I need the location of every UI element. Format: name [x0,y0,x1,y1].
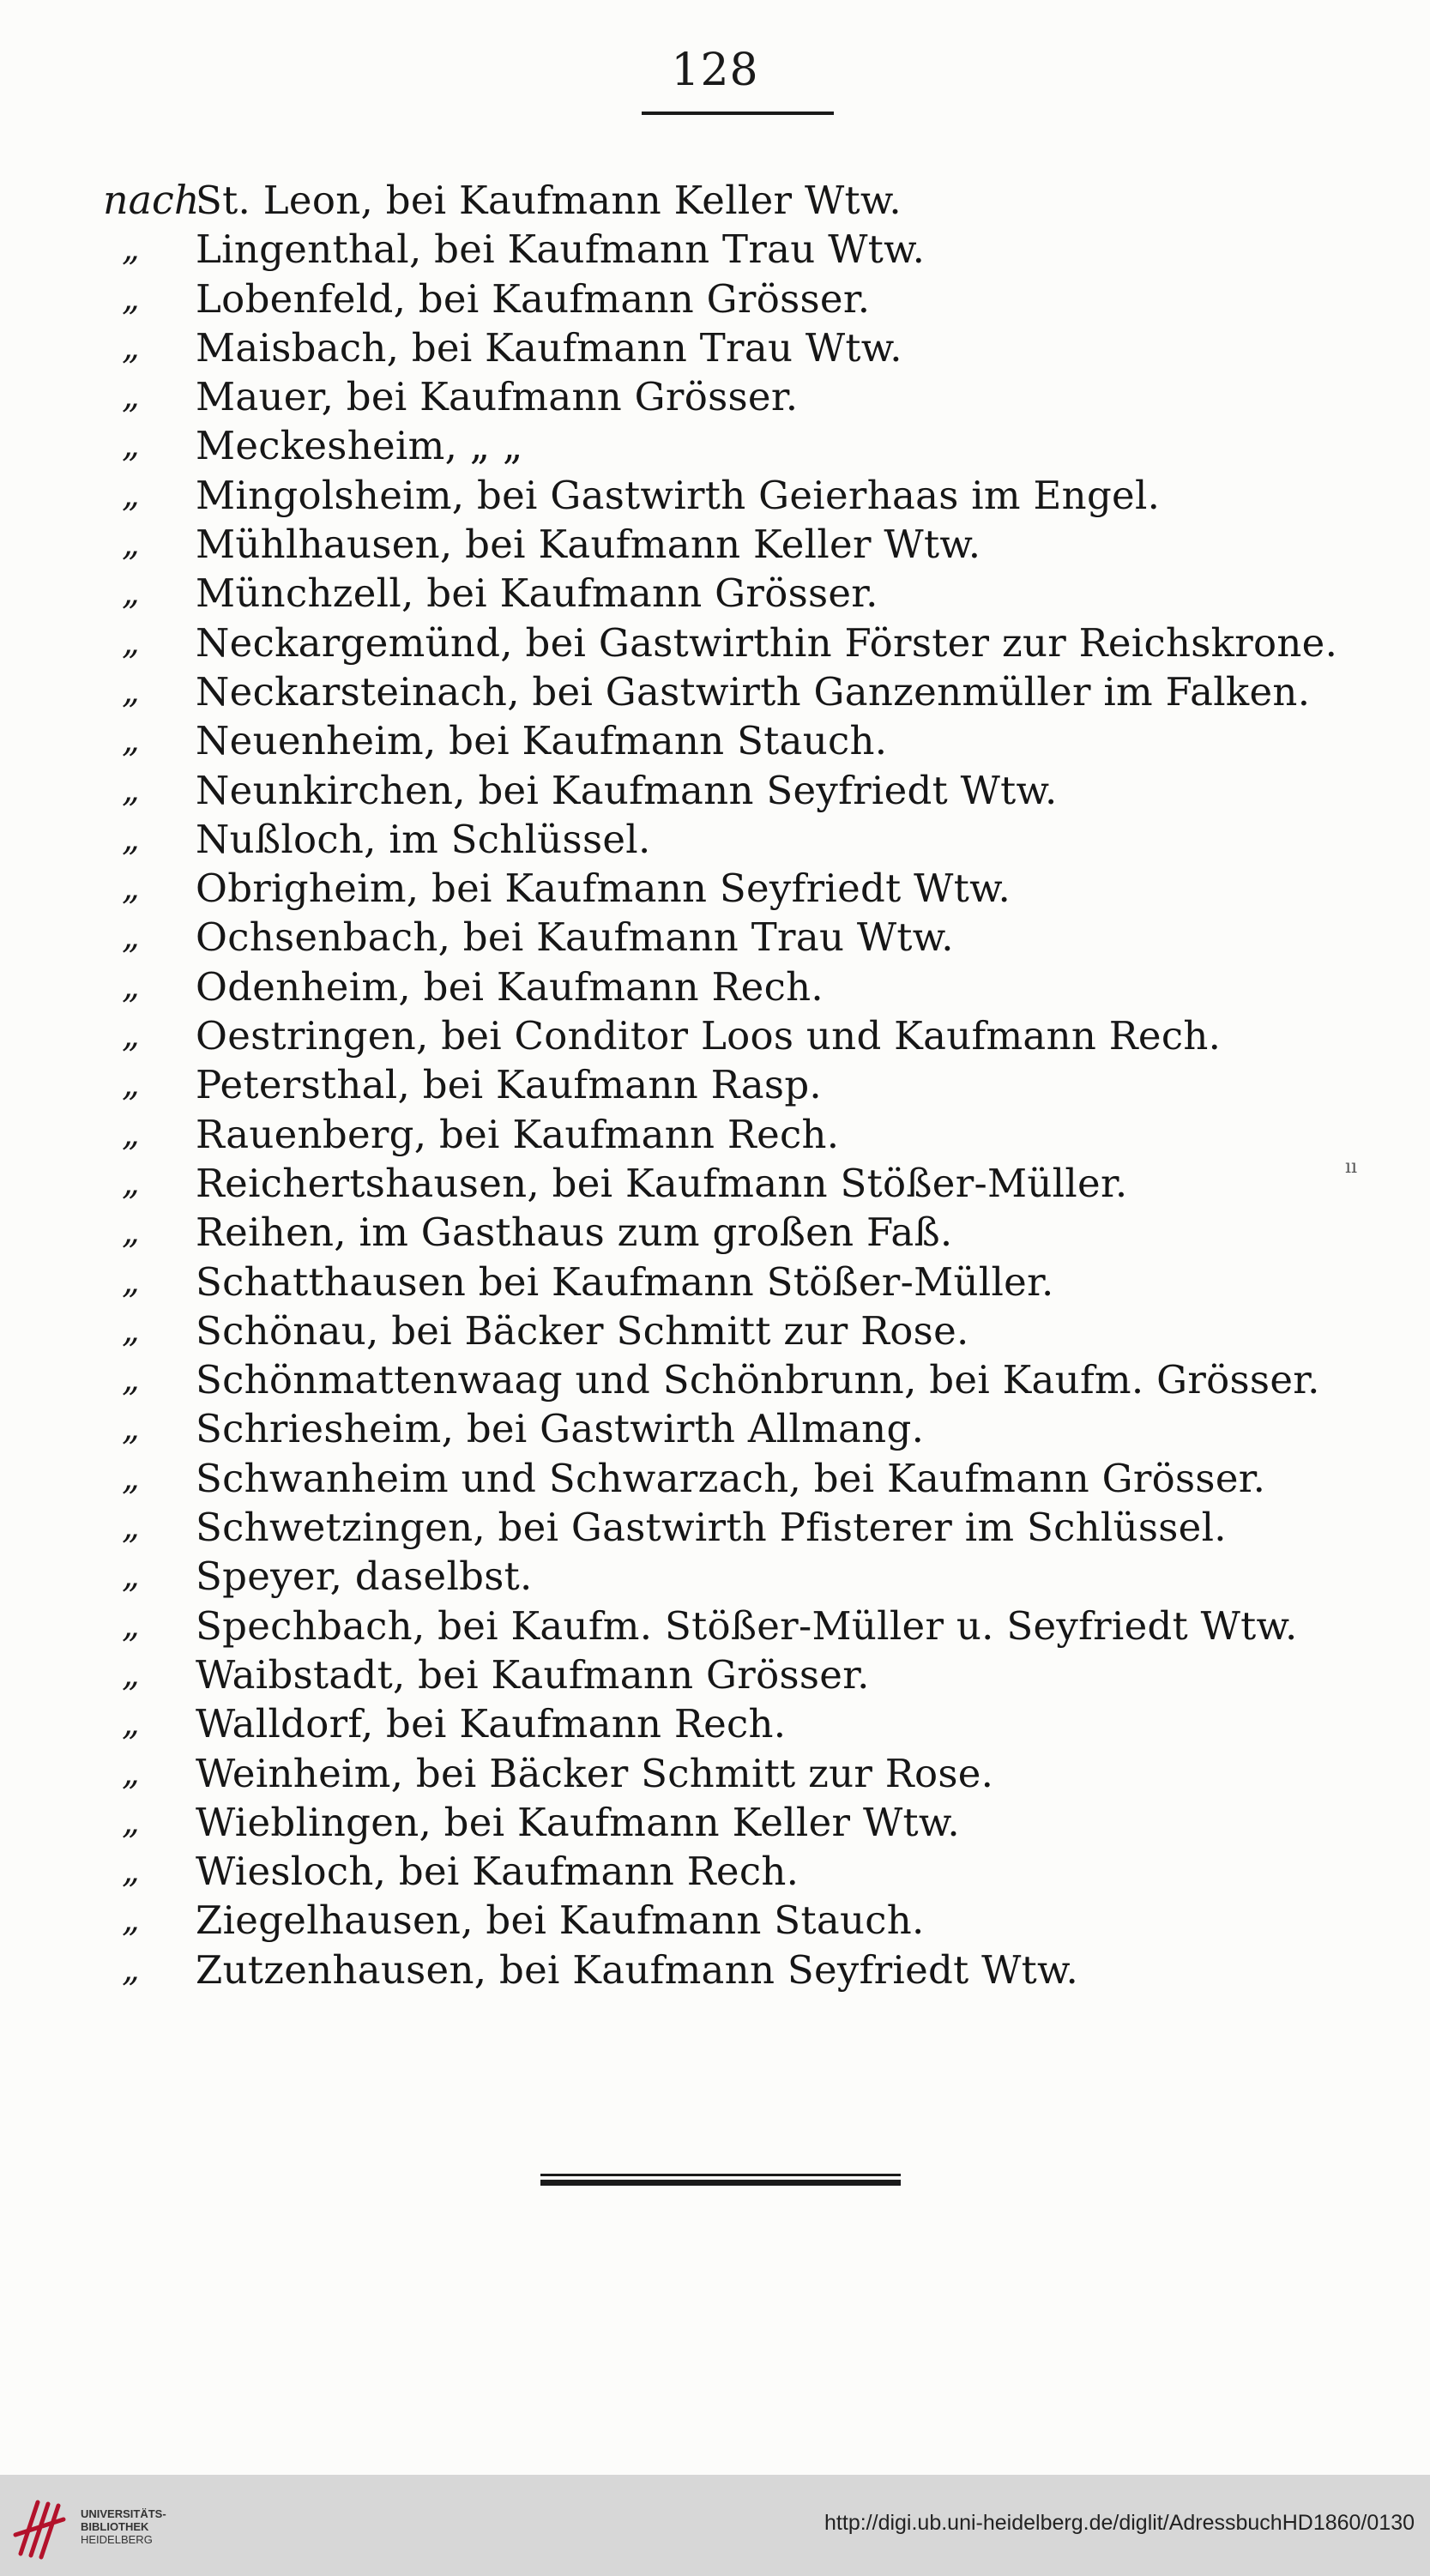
entry-text: Ziegelhausen, bei Kaufmann Stauch. [196,1897,925,1944]
library-name-line2: BIBLIOTHEK [81,2520,149,2533]
entry-text: Zutzenhausen, bei Kaufmann Seyfriedt Wtw. [196,1946,1079,1993]
entry-text: Mingolsheim, bei Gastwirth Geierhaas im Engel. [196,472,1161,518]
entry-text: Ochsenbach, bei Kaufmann Trau Wtw. [196,914,954,961]
entry-prefix: „ [122,622,140,662]
entry-text: Neunkirchen, bei Kaufmann Seyfriedt Wtw. [196,767,1058,813]
viewer-footer [0,2475,1430,2576]
entry-text: Neckargemünd, bei Gastwirthin Förster zur Reichskrone. [196,619,1338,666]
entry-text: Schatthausen bei Kaufmann Stößer-Müller. [196,1258,1054,1305]
list-item [0,667,1430,716]
list-item [0,1306,1430,1355]
entry-text: Rauenberg, bei Kaufmann Rech. [196,1111,840,1157]
list-item [0,520,1430,569]
entry-text: Waibstadt, bei Kaufmann Grösser. [196,1651,870,1698]
list-item [0,1110,1430,1159]
list-item [0,815,1430,864]
entry-prefix: „ [122,1261,140,1301]
entry-prefix: nach [103,177,200,223]
list-item [0,1060,1430,1109]
entry-prefix: „ [122,1851,140,1891]
list-item [0,274,1430,323]
permalink-url[interactable]: http://digi.ub.uni-heidelberg.de/diglit/AdressbuchHD1860/0130 [824,2511,1415,2535]
entry-text: Lingenthal, bei Kaufmann Trau Wtw. [196,226,926,273]
list-item [0,1355,1430,1404]
entry-prefix: „ [122,1310,140,1350]
entry-prefix: „ [122,1409,140,1449]
entry-text: Schönau, bei Bäcker Schmitt zur Rose. [196,1307,969,1354]
entry-text: Münchzell, bei Kaufmann Grösser. [196,570,878,617]
list-item [0,323,1430,372]
entry-text: Wiesloch, bei Kaufmann Rech. [196,1849,799,1895]
list-item [0,1749,1430,1798]
entry-text: Mühlhausen, bei Kaufmann Keller Wtw. [196,522,981,568]
entry-prefix: „ [122,769,140,810]
entry-prefix: „ [122,868,140,908]
entry-prefix: „ [122,1065,140,1105]
list-item [0,372,1430,421]
list-item [0,471,1430,520]
entry-prefix: „ [122,1113,140,1154]
list-item [0,1798,1430,1847]
location-list [0,176,1430,1994]
entry-text: Weinheim, bei Bäcker Schmitt zur Rose. [196,1750,994,1796]
list-item [0,1258,1430,1306]
entry-text: Oestringen, bei Conditor Loos und Kaufmann Rech. [196,1013,1222,1059]
entry-text: Meckesheim, „ „ [196,423,523,469]
entry-text: Walldorf, bei Kaufmann Rech. [196,1701,787,1747]
list-item [0,1011,1430,1060]
page-number-rule [642,112,834,115]
entry-prefix: „ [122,966,140,1006]
entry-text: Schwanheim und Schwarzach, bei Kaufmann Grösser. [196,1455,1266,1501]
list-item [0,1208,1430,1257]
entry-prefix: „ [122,671,140,711]
list-item [0,421,1430,470]
library-name-line3: HEIDELBERG [81,2533,153,2546]
entry-text: Spechbach, bei Kaufm. Stößer-Müller u. Seyfriedt Wtw. [196,1602,1298,1649]
entry-prefix: „ [122,917,140,957]
entry-prefix: „ [122,721,140,761]
university-library-logo-icon[interactable] [12,2494,72,2561]
entry-prefix: „ [122,1704,140,1744]
entry-prefix: „ [122,1212,140,1252]
list-item [0,1650,1430,1699]
entry-text: Neckarsteinach, bei Gastwirth Ganzenmüller im Falken. [196,668,1311,715]
entry-text: Mauer, bei Kaufmann Grösser. [196,374,799,420]
entry-prefix: „ [122,377,140,417]
entry-prefix: „ [122,573,140,613]
entry-text: Speyer, daselbst. [196,1553,533,1600]
entry-prefix: „ [122,327,140,367]
list-item [0,913,1430,962]
list-item [0,1404,1430,1453]
library-name-line1: UNIVERSITÄTS- [81,2507,166,2520]
list-item [0,176,1430,225]
entry-prefix: „ [122,1016,140,1056]
entry-text: Petersthal, bei Kaufmann Rasp. [196,1062,823,1108]
entry-text: Obrigheim, bei Kaufmann Seyfriedt Wtw. [196,866,1011,912]
list-item [0,766,1430,815]
entry-text: St. Leon, bei Kaufmann Keller Wtw. [196,178,902,223]
list-item [0,1159,1430,1208]
entry-text: Reichertshausen, bei Kaufmann Stößer-Müller. [196,1160,1128,1206]
entry-text: Odenheim, bei Kaufmann Rech. [196,963,824,1010]
list-item [0,225,1430,274]
end-rule-thick [540,2180,901,2186]
list-item [0,1602,1430,1650]
entry-prefix: „ [122,1556,140,1596]
entry-text: Schönmattenwaag und Schönbrunn, bei Kaufm. Grösser. [196,1357,1320,1403]
entry-prefix: „ [122,818,140,859]
list-item [0,864,1430,913]
list-item [0,569,1430,618]
entry-prefix: „ [122,425,140,466]
end-rule-thin [540,2174,901,2176]
page-number: 128 [671,45,759,96]
library-name [81,2507,166,2546]
entry-prefix: „ [122,1507,140,1547]
entry-prefix: „ [122,229,140,269]
entry-prefix: „ [122,474,140,515]
entry-text: Schwetzingen, bei Gastwirth Pfisterer im Schlüssel. [196,1505,1227,1551]
list-item [0,1847,1430,1896]
list-item [0,618,1430,667]
entry-prefix: „ [122,1801,140,1842]
entry-prefix: „ [122,1949,140,1989]
entry-text: Nußloch, im Schlüssel. [196,816,651,862]
list-item [0,1552,1430,1601]
entry-prefix: „ [122,1654,140,1694]
entry-prefix: „ [122,278,140,318]
list-item [0,1896,1430,1945]
entry-text: Neuenheim, bei Kaufmann Stauch. [196,718,888,764]
entry-text: Reihen, im Gasthaus zum großen Faß. [196,1210,953,1256]
entry-prefix: „ [122,1162,140,1203]
entry-text: Lobenfeld, bei Kaufmann Grösser. [196,275,871,322]
entry-prefix: „ [122,524,140,564]
list-item [0,1503,1430,1552]
entry-prefix: „ [122,1457,140,1498]
entry-prefix: „ [122,1753,140,1793]
list-item [0,716,1430,765]
marginal-mark: ıı [1345,1156,1358,1178]
list-item [0,962,1430,1011]
list-item [0,1946,1430,1994]
list-item [0,1699,1430,1748]
entry-prefix: „ [122,1605,140,1645]
entry-prefix: „ [122,1360,140,1400]
entry-text: Schriesheim, bei Gastwirth Allmang. [196,1406,925,1452]
list-item [0,1454,1430,1503]
entry-text: Maisbach, bei Kaufmann Trau Wtw. [196,324,902,371]
entry-prefix: „ [122,1900,140,1940]
entry-text: Wieblingen, bei Kaufmann Keller Wtw. [196,1799,960,1845]
